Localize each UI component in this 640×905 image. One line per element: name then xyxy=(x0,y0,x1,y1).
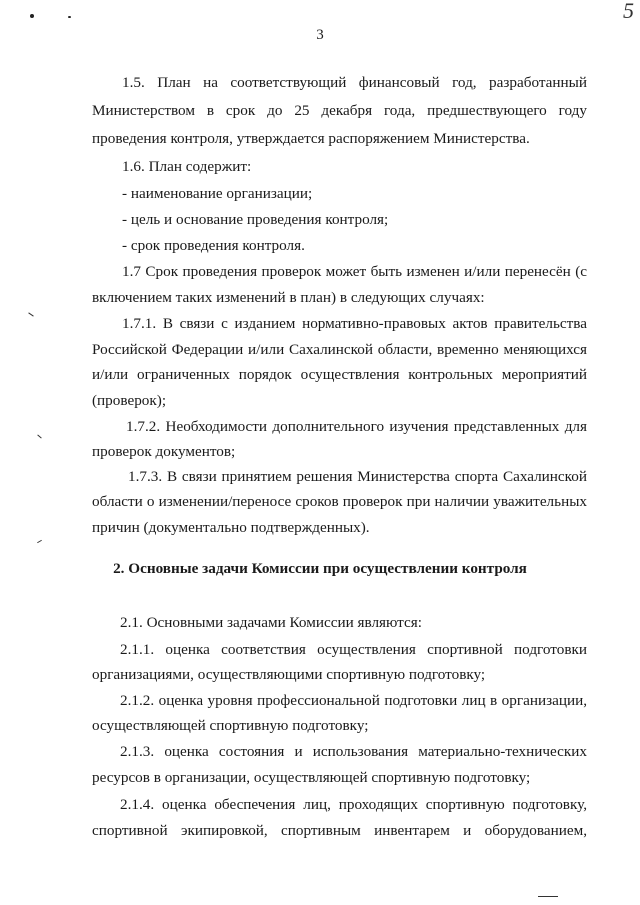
text-line: 1.7.3. В связи принятием решения Министерства спорта Сахалинской xyxy=(128,468,587,485)
text-line: спортивной экипировкой, спортивным инвентарем и оборудованием, xyxy=(92,822,587,839)
text-line: 1.5. План на соответствующий финансовый год, разработанный xyxy=(122,74,587,91)
text-line: Российской Федерации и/или Сахалинской области, временно меняющихся xyxy=(92,341,587,358)
text-line: осуществляющей спортивную подготовку; xyxy=(92,717,369,734)
text-line: 2.1. Основными задачами Комиссии являются: xyxy=(120,614,422,631)
text-line: - цель и основание проведения контроля; xyxy=(122,211,389,228)
page-number: 3 xyxy=(316,27,324,43)
text-line: и/или ограниченных порядок осуществления контрольных мероприятий xyxy=(92,366,587,383)
text-line: ресурсов в организации, осуществляющей спортивную подготовку; xyxy=(92,769,531,786)
text-line: области о изменении/переносе сроков проверок при наличии уважительных xyxy=(92,493,587,510)
scan-mark xyxy=(28,312,33,316)
text-line: проведения контроля, утверждается распоряжением Министерства. xyxy=(92,130,530,147)
text-line: 2.1.2. оценка уровня профессиональной подготовки лиц в организации, xyxy=(120,692,587,709)
text-line: 1.7.2. Необходимости дополнительного изучения представленных для xyxy=(126,418,587,435)
text-line: организациями, осуществляющими спортивную подготовку; xyxy=(92,666,486,683)
text-line: проверок документов; xyxy=(92,443,236,460)
scan-speck xyxy=(30,14,34,18)
text-line: (проверок); xyxy=(92,392,167,409)
scan-mark xyxy=(538,896,558,897)
text-line: причин (документально подтвержденных). xyxy=(92,519,370,536)
text-line: Министерством в срок до 25 декабря года, предшествующего году xyxy=(92,102,587,119)
text-line: - наименование организации; xyxy=(122,185,313,202)
text-line: включением таких изменений в план) в следующих случаях: xyxy=(92,289,485,306)
scan-mark xyxy=(37,435,41,439)
scan-mark xyxy=(37,540,42,543)
text-line: - срок проведения контроля. xyxy=(122,237,305,254)
text-line: 2.1.1. оценка соответствия осуществления спортивной подготовки xyxy=(120,641,587,658)
text-line: 2.1.3. оценка состояния и использования материально-технических xyxy=(120,743,587,760)
text-line: 2.1.4. оценка обеспечения лиц, проходящих спортивную подготовку, xyxy=(120,796,587,813)
text-line: 1.7.1. В связи с изданием нормативно-правовых актов правительства xyxy=(122,315,587,332)
section-heading: 2. Основные задачи Комиссии при осуществлении контроля xyxy=(113,560,527,577)
scan-speck xyxy=(68,16,71,18)
text-line: 1.7 Срок проведения проверок может быть изменен и/или перенесён (с xyxy=(122,263,587,280)
text-line: 1.6. План содержит: xyxy=(122,158,252,175)
corner-handwritten-mark: 5 xyxy=(623,0,634,23)
